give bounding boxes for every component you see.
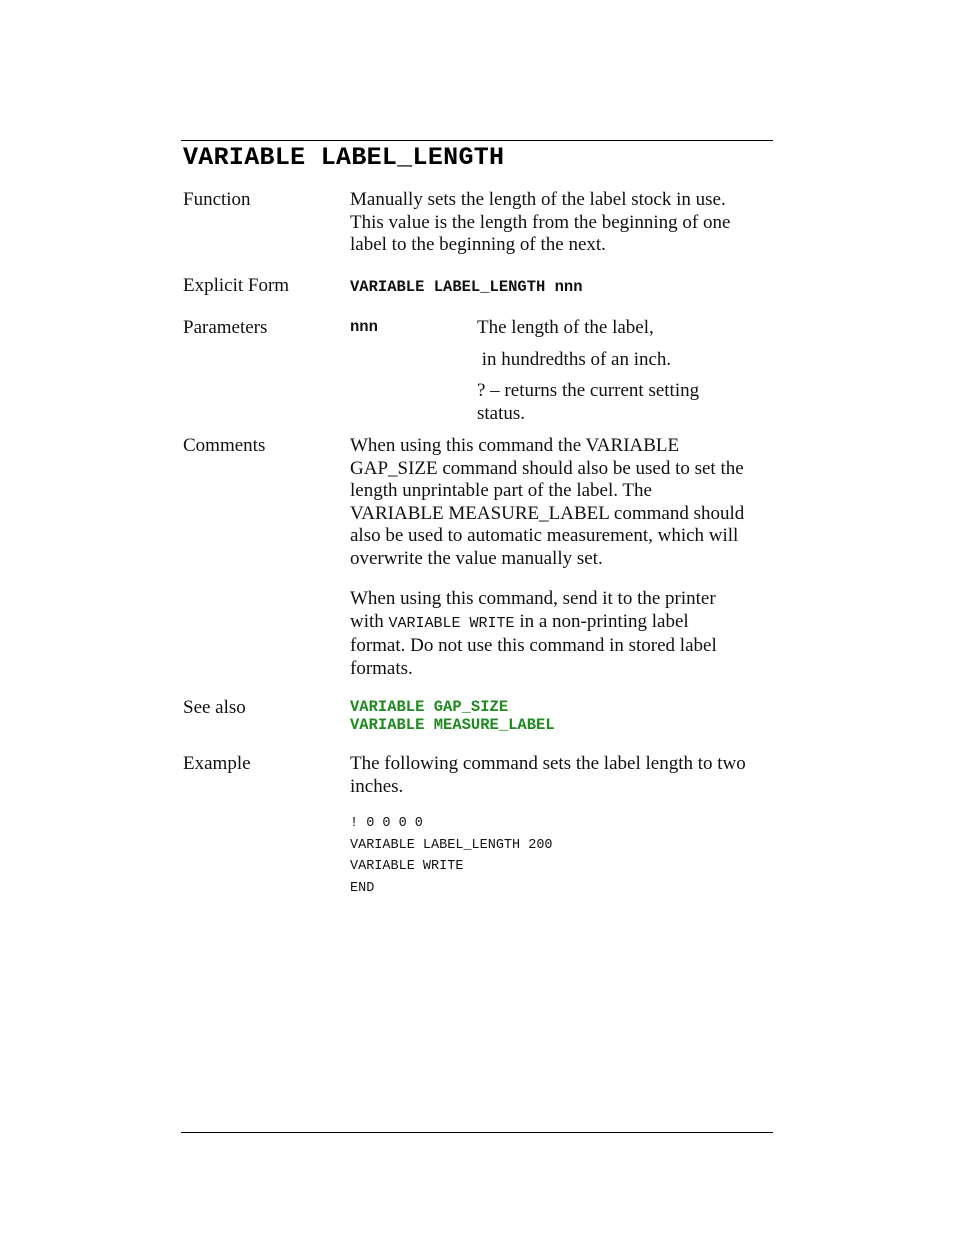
link-variable-gap-size[interactable]: VARIABLE GAP_SIZE (350, 698, 509, 716)
function-label: Function (183, 189, 251, 210)
parameter-name: nnn (350, 318, 378, 336)
top-rule (181, 140, 773, 141)
bottom-rule (181, 1132, 773, 1133)
see-also-links (350, 698, 780, 734)
comments-line: format. Do not use this command in stored label (350, 635, 717, 656)
function-line: Manually sets the length of the label stock in use. (350, 189, 726, 210)
example-code-line: END (350, 881, 375, 896)
comments-line: When using this command the VARIABLE (350, 435, 680, 456)
page-title: VARIABLE LABEL_LENGTH (183, 143, 505, 172)
example-line: inches. (350, 775, 404, 797)
parameter-desc-3-line: ? – returns the current setting (477, 380, 700, 401)
comments-line: GAP_SIZE command should also be used to set the (350, 457, 744, 479)
link-variable-measure-label[interactable]: VARIABLE MEASURE_LABEL (350, 716, 555, 734)
comments-line: length unprintable part of the label. The (350, 480, 652, 501)
comments-paragraph-2 (350, 588, 780, 680)
parameter-desc-1: The length of the label, (477, 317, 654, 338)
function-line: This value is the length from the beginning of one (350, 211, 731, 233)
explicit-form-value: VARIABLE LABEL_LENGTH nnn (350, 278, 583, 296)
inline-code: VARIABLE WRITE (388, 614, 515, 632)
comments-line: overwrite the value manually set. (350, 547, 603, 569)
see-also-label: See also (183, 697, 246, 718)
comments-text: in a non-printing label (514, 610, 689, 632)
comments-line: also be used to automatic measurement, which will (350, 525, 739, 546)
parameter-desc-3 (477, 380, 777, 425)
comments-text: with (350, 610, 389, 632)
example-description (350, 753, 780, 798)
function-description (350, 189, 780, 257)
example-code-line: ! 0 0 0 0 (350, 816, 423, 831)
example-label: Example (183, 753, 251, 774)
example-code-line: VARIABLE WRITE (350, 859, 464, 874)
comments-line (350, 611, 780, 636)
comments-line: When using this command, send it to the printer (350, 588, 716, 609)
parameter-desc-3-line: status. (477, 402, 526, 424)
comments-line: formats. (350, 657, 413, 679)
comments-paragraph-1 (350, 435, 780, 570)
parameter-desc-2: in hundredths of an inch. (477, 349, 672, 370)
parameters-label: Parameters (183, 317, 268, 338)
function-line: label to the beginning of the next. (350, 234, 606, 255)
example-code-line: VARIABLE LABEL_LENGTH 200 (350, 838, 553, 853)
example-line: The following command sets the label length to two (350, 753, 746, 774)
comments-label: Comments (183, 435, 266, 456)
comments-line: VARIABLE MEASURE_LABEL command should (350, 502, 745, 524)
explicit-form-label: Explicit Form (183, 275, 290, 296)
